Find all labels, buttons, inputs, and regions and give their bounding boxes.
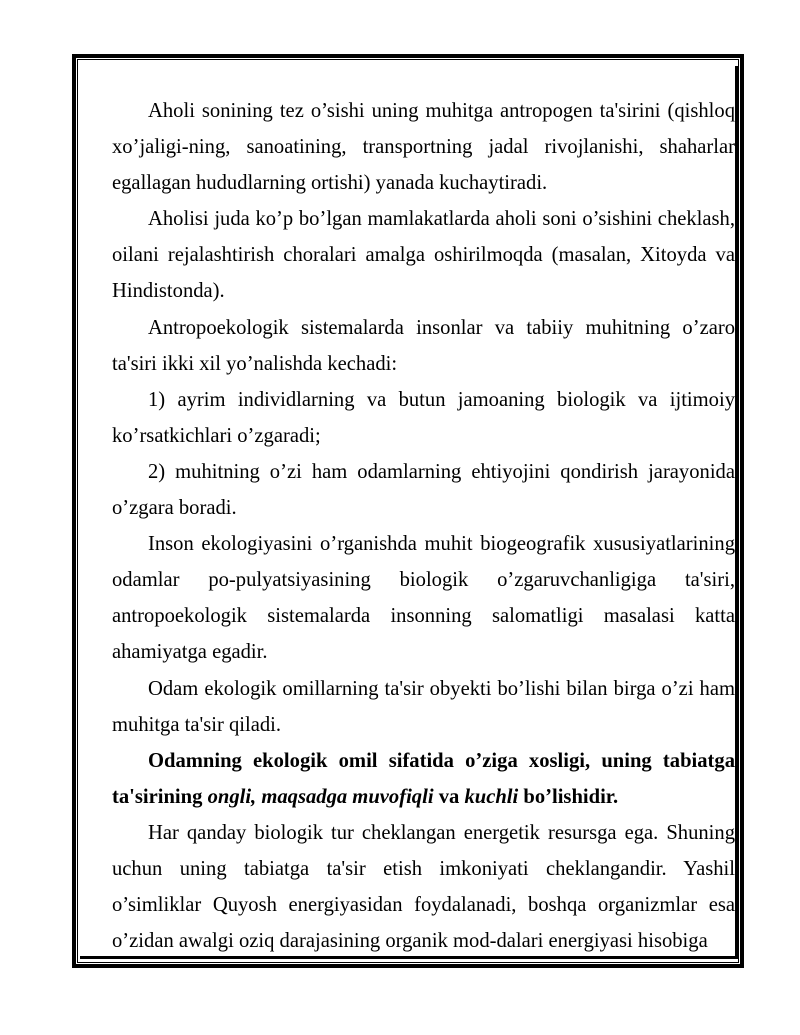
paragraph: Har qanday biologik tur cheklangan energetik resursga ega. Shuning uchun uning tabiatga ta'sir etish imkoniyati cheklangandir. Yashil o’simliklar Quyosh energiyasidan foydalanadi, boshqa organizmlar esa o’zidan awalgi oziq darajasining organik mod-dalari energiyasi hisobiga [112, 821, 735, 953]
key-statement-text: Odamning ekologik omil sifatida o’ziga xosligi, uning tabiatga ta'sirining [112, 749, 735, 808]
key-statement-text: bo’lishidir. [518, 785, 619, 808]
list-item-1: 1) ayrim individlarning va butun jamoaning biologik va ijtimoiy ko’rsatkichlari o’zgaradi; [112, 388, 735, 447]
list-item-2: 2) muhitning o’zi ham odamlarning ehtiyojini qondirish jarayonida o’zgara boradi. [112, 460, 735, 520]
paragraph: Aholisi juda ko’p bo’lgan mamlakatlarda aholi soni o’sishini cheklash, oilani rejalashtirish choralari amalga oshirilmoqda (masalan, Xitoyda va Hindistonda). [112, 208, 735, 303]
key-statement-emphasis: kuchli [464, 785, 519, 808]
key-statement-emphasis: ongli, maqsadga muvofiqli [207, 785, 434, 808]
page-border-right-bar [735, 66, 738, 956]
key-statement-text: va [433, 785, 465, 808]
paragraph: Inson ekologiyasini o’rganishda muhit biogeografik xususiyatlarining odamlar po-pulyatsiyasining biologik o’zgaruvchanligiga ta'siri, antropoekologik sistemalarda insonning salomatligi masalasi katta ahamiyatga egadir. [112, 533, 735, 664]
paragraph: Antropoekologik sistemalarda insonlar va tabiiy muhitning o’zaro ta'siri ikki xil yo’nalishda kechadi: [112, 316, 735, 375]
document-body [112, 93, 735, 959]
paragraph: Odam ekologik omillarning ta'sir obyekti bo’lishi bilan birga o’zi ham muhitga ta'sir qiladi. [112, 677, 735, 736]
paragraph: Aholi sonining tez o’sishi uning muhitga antropogen ta'sirini (qishloq xo’jaligi-ning, sanoatining, transportning jadal rivojlanishi, shaharlar egallagan hududlarning ortishi) yanada kuchaytiradi. [112, 100, 735, 195]
key-statement-paragraph [112, 743, 735, 815]
